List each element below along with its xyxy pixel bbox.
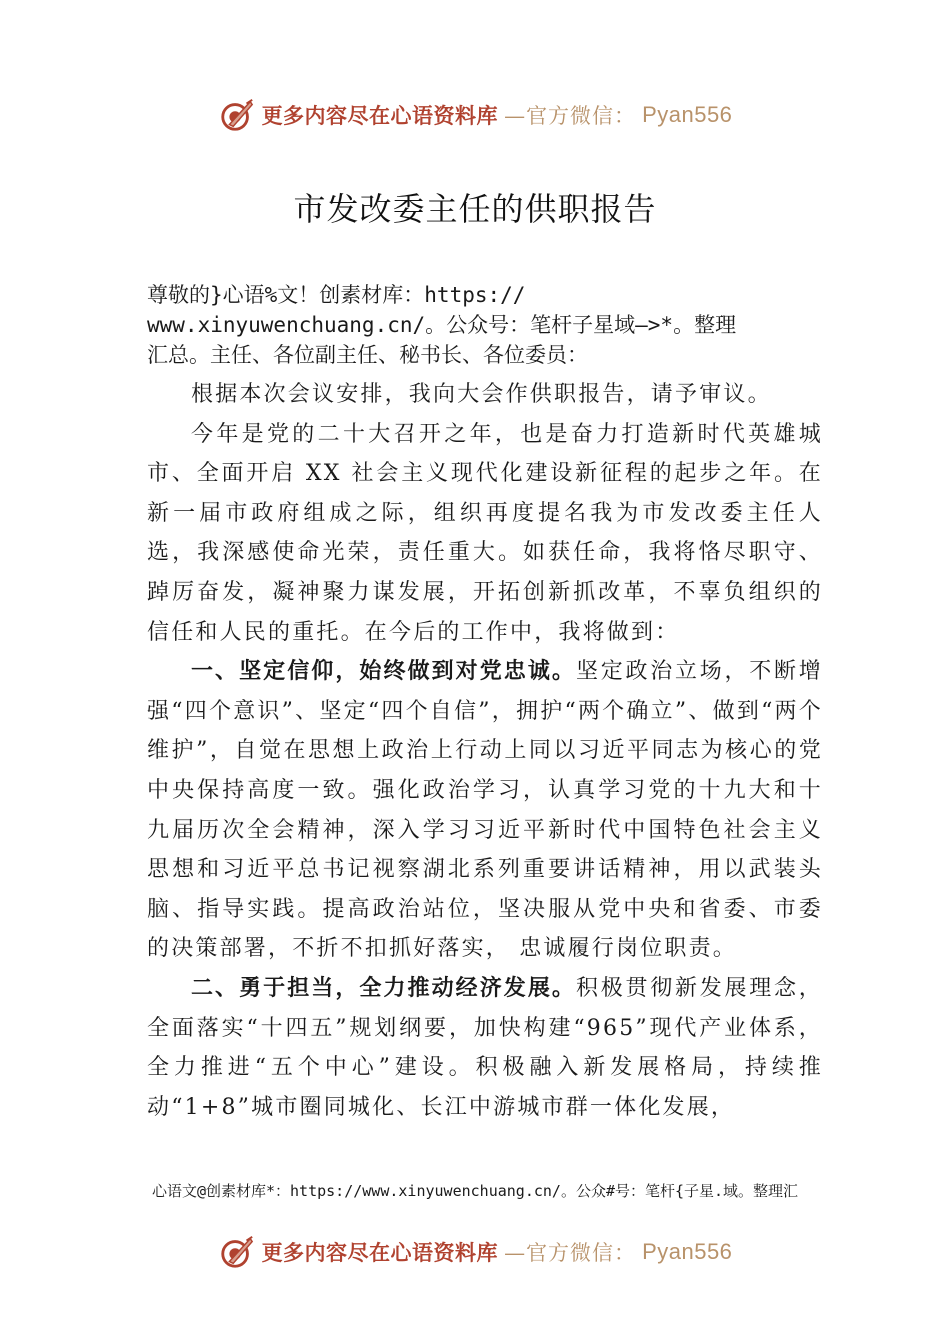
document-body: [147, 375, 823, 1127]
banner-wechat-id: Pyan556: [642, 1239, 733, 1264]
paragraph-text: 积极贯彻新发展理念，全面落实“十四五”规划纲要，加快构建“965”现代产业体系，全力推进“五个中心”建设。积极融入新发展格局，持续推动“1+8”城市圈同城化、长江中游城市群一体化发展，: [147, 975, 823, 1120]
banner-separator-text: —官方微信：: [504, 1241, 637, 1265]
paragraph: [147, 375, 823, 415]
salutation: 尊敬的}心语%文！创素材库：https:// www.xinyuwenchuang.cn/。公众号：笔杆子星域—>*。整理 汇总。主任、各位副主任、秘书长、各位委员：: [147, 283, 737, 367]
document-title: 市发改委主任的供职报告: [293, 190, 657, 228]
quill-seal-icon: [218, 1233, 256, 1271]
paragraph: [147, 969, 823, 1127]
footer-watermark-note: 心语文@创素材库*：https://www.xinyuwenchuang.cn/。公众#号：笔杆{子星.域。整理汇: [151, 1182, 799, 1200]
banner-main-text: 更多内容尽在心语资料库: [261, 103, 499, 128]
watermark-banner-top: [0, 93, 950, 137]
paragraph-heading: 一、坚定信仰，始终做到对党忠诚。: [191, 659, 576, 685]
paragraph-heading: 二、勇于担当，全力推动经济发展。: [191, 975, 576, 1001]
paragraph-text: 根据本次会议安排，我向大会作供职报告，请予审议。: [191, 382, 772, 407]
banner-main-text: 更多内容尽在心语资料库: [261, 1240, 499, 1265]
banner-separator-text: —官方微信：: [504, 104, 637, 128]
paragraph-text: 坚定政治立场，不断增强“四个意识”、坚定“四个自信”，拥护“两个确立”、做到“两个维护”，自觉在思想上政治上行动上同以习近平同志为核心的党中央保持高度一致。强化政治学习，认真学习党的十九大和十九届历次全会精神，深入学习习近平新时代中国特色社会主义思想和习近平总书记视察湖北系列重要讲话精神，用以武装头脑、指导实践。提高政治站位，坚决服从党中央和省委、市委的决策部署，不折不扣抓好落实， 忠诚履行岗位职责。: [147, 659, 823, 962]
paragraph: [147, 652, 823, 969]
quill-seal-icon: [218, 96, 256, 134]
watermark-banner-bottom: [0, 1230, 950, 1274]
paragraph: [147, 415, 823, 653]
banner-wechat-id: Pyan556: [642, 102, 733, 127]
paragraph-text: 今年是党的二十大召开之年，也是奋力打造新时代英雄城市、全面开启 XX 社会主义现代化建设新征程的起步之年。在新一届市政府组成之际，组织再度提名我为市发改委主任人选，我深感使命光荣，责任重大。如获任命，我将恪尽职守、踔厉奋发，凝神聚力谋发展，开拓创新抓改革，不辜负组织的信任和人民的重托。在今后的工作中，我将做到：: [147, 421, 823, 645]
